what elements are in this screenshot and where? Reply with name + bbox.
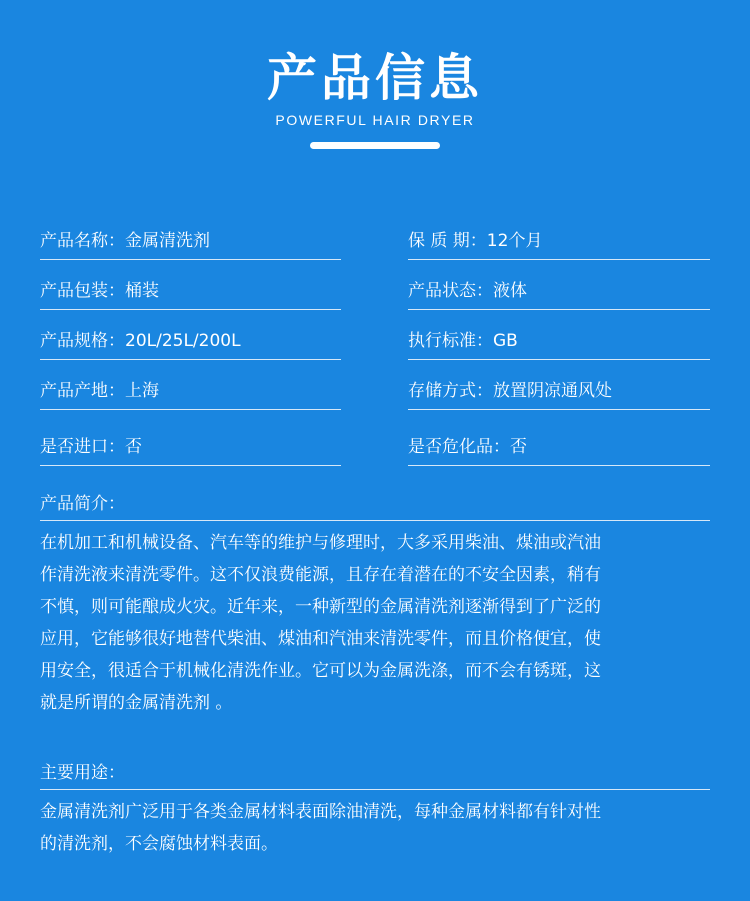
intro-section xyxy=(40,492,710,719)
spec-product-name: 产品名称：金属清洗剂 xyxy=(40,210,341,260)
spec-state: 产品状态：液体 xyxy=(408,260,710,310)
intro-title: 产品简介： xyxy=(40,492,710,521)
spec-imported: 是否进口：否 xyxy=(40,410,341,466)
spec-hazardous: 是否危化品：否 xyxy=(408,410,710,466)
usage-section xyxy=(40,761,710,860)
spec-size: 产品规格：20L/25L/200L xyxy=(40,310,341,360)
spec-row xyxy=(40,260,710,310)
usage-title: 主要用途： xyxy=(40,761,710,790)
spec-storage: 存储方式：放置阴凉通风处 xyxy=(408,360,710,410)
intro-line: 应用，它能够很好地替代柴油、煤油和汽油来清洗零件，而且价格便宜，使 xyxy=(40,629,601,649)
title-underline-bar xyxy=(310,142,440,149)
usage-line: 的清洗剂，不会腐蚀材料表面。 xyxy=(40,834,278,854)
spec-row xyxy=(40,360,710,410)
page-subtitle: POWERFUL HAIR DRYER xyxy=(275,112,475,128)
usage-line: 金属清洗剂广泛用于各类金属材料表面除油清洗，每种金属材料都有针对性 xyxy=(40,802,601,822)
intro-line: 作清洗液来清洗零件。这不仅浪费能源，且存在着潜在的不安全因素，稍有 xyxy=(40,565,601,585)
intro-line: 用安全，很适合于机械化清洗作业。它可以为金属洗涤，而不会有锈斑，这 xyxy=(40,661,601,681)
intro-line: 不慎，则可能酿成火灾。近年来，一种新型的金属清洗剂逐渐得到了广泛的 xyxy=(40,597,601,617)
intro-body xyxy=(40,527,710,719)
page-header xyxy=(0,48,750,149)
spec-shelf-life: 保 质 期：12个月 xyxy=(408,210,710,260)
spec-origin: 产品产地：上海 xyxy=(40,360,341,410)
intro-line: 在机加工和机械设备、汽车等的维护与修理时，大多采用柴油、煤油或汽油 xyxy=(40,533,601,553)
spec-packaging: 产品包装：桶装 xyxy=(40,260,341,310)
spec-row xyxy=(40,310,710,360)
spec-row xyxy=(40,210,710,260)
usage-body xyxy=(40,796,710,860)
spec-row xyxy=(40,410,710,466)
spec-standard: 执行标准：GB xyxy=(408,310,710,360)
page-title: 产品信息 xyxy=(267,49,483,107)
spec-grid xyxy=(40,210,710,466)
intro-line: 就是所谓的金属清洗剂 。 xyxy=(40,693,233,713)
